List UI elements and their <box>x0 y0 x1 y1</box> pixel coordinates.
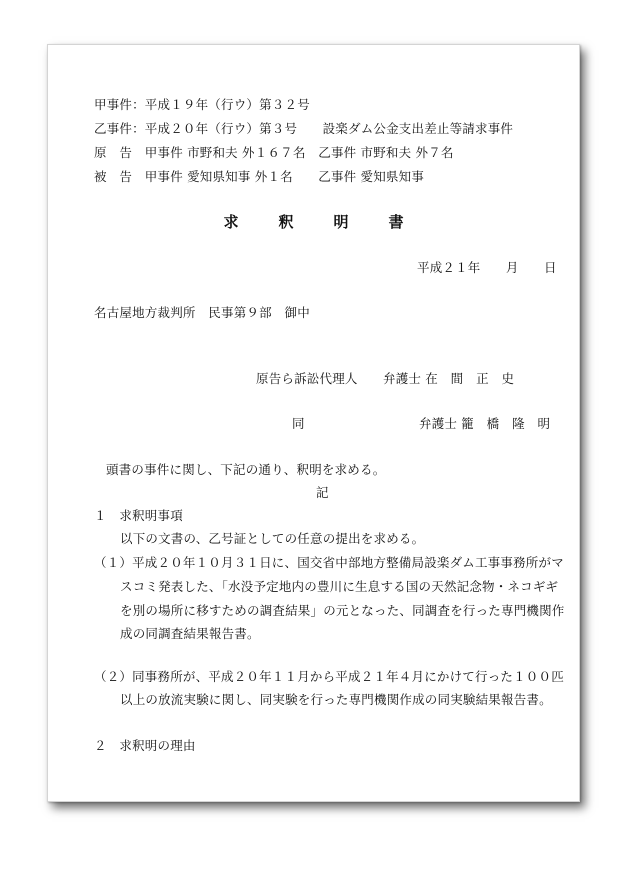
item-2-line: （２）同事務所が、平成２０年１１月から平成２１年４月にかけて行った１００匹 <box>94 669 564 684</box>
plaintiff-line: 原 告 甲事件 市野和夫 外１６７名 乙事件 市野和夫 外７名 <box>94 145 454 160</box>
addressee: 名古屋地方裁判所 民事第９部 御中 <box>94 305 310 320</box>
case-number-a: 甲事件：平成１９年（行ウ）第３２号 <box>94 97 310 112</box>
ki-marker: 記 <box>316 485 329 500</box>
case-number-b: 乙事件：平成２０年（行ウ）第３号 設楽ダム公金支出差止等請求事件 <box>94 121 514 136</box>
section-1-lead: 以下の文書の、乙号証としての任意の提出を求める。 <box>120 531 425 546</box>
defendant-line: 被 告 甲事件 愛知県知事 外１名 乙事件 愛知県知事 <box>94 169 425 184</box>
item-1-line: （１）平成２０年１０月３１日に、国交省中部地方整備局設楽ダム工事事務所がマ <box>94 555 564 570</box>
section-1-heading: １ 求釈明事項 <box>94 508 183 523</box>
item-1-line: 成の同調査結果報告書。 <box>120 626 260 641</box>
document-page <box>47 44 580 802</box>
item-1-line: スコミ発表した、「水没予定地内の豊川に生息する国の天然記念物・ネコギギ <box>120 579 559 594</box>
item-2-line: 以上の放流実験に関し、同実験を行った専門機関作成の同実験結果報告書。 <box>120 692 552 707</box>
item-1-line: を別の場所に移すための調査結果」の元となった、同調査を行った専門機関作 <box>120 603 565 618</box>
section-2-heading: ２ 求釈明の理由 <box>94 738 196 753</box>
title-char: 求 <box>223 213 239 231</box>
signatory-1: 原告ら訴訟代理人 弁護士 在 間 正 史 <box>256 371 515 386</box>
title-char: 書 <box>388 213 404 231</box>
intro-text: 頭書の事件に関し、下記の通り、釈明を求める。 <box>106 462 386 477</box>
document-date: 平成２１年 月 日 <box>417 260 557 275</box>
title-char: 明 <box>333 213 349 231</box>
title-char: 釈 <box>278 213 294 231</box>
signatory-2: 同 弁護士 籠 橋 隆 明 <box>292 416 551 431</box>
document-title <box>48 211 579 232</box>
